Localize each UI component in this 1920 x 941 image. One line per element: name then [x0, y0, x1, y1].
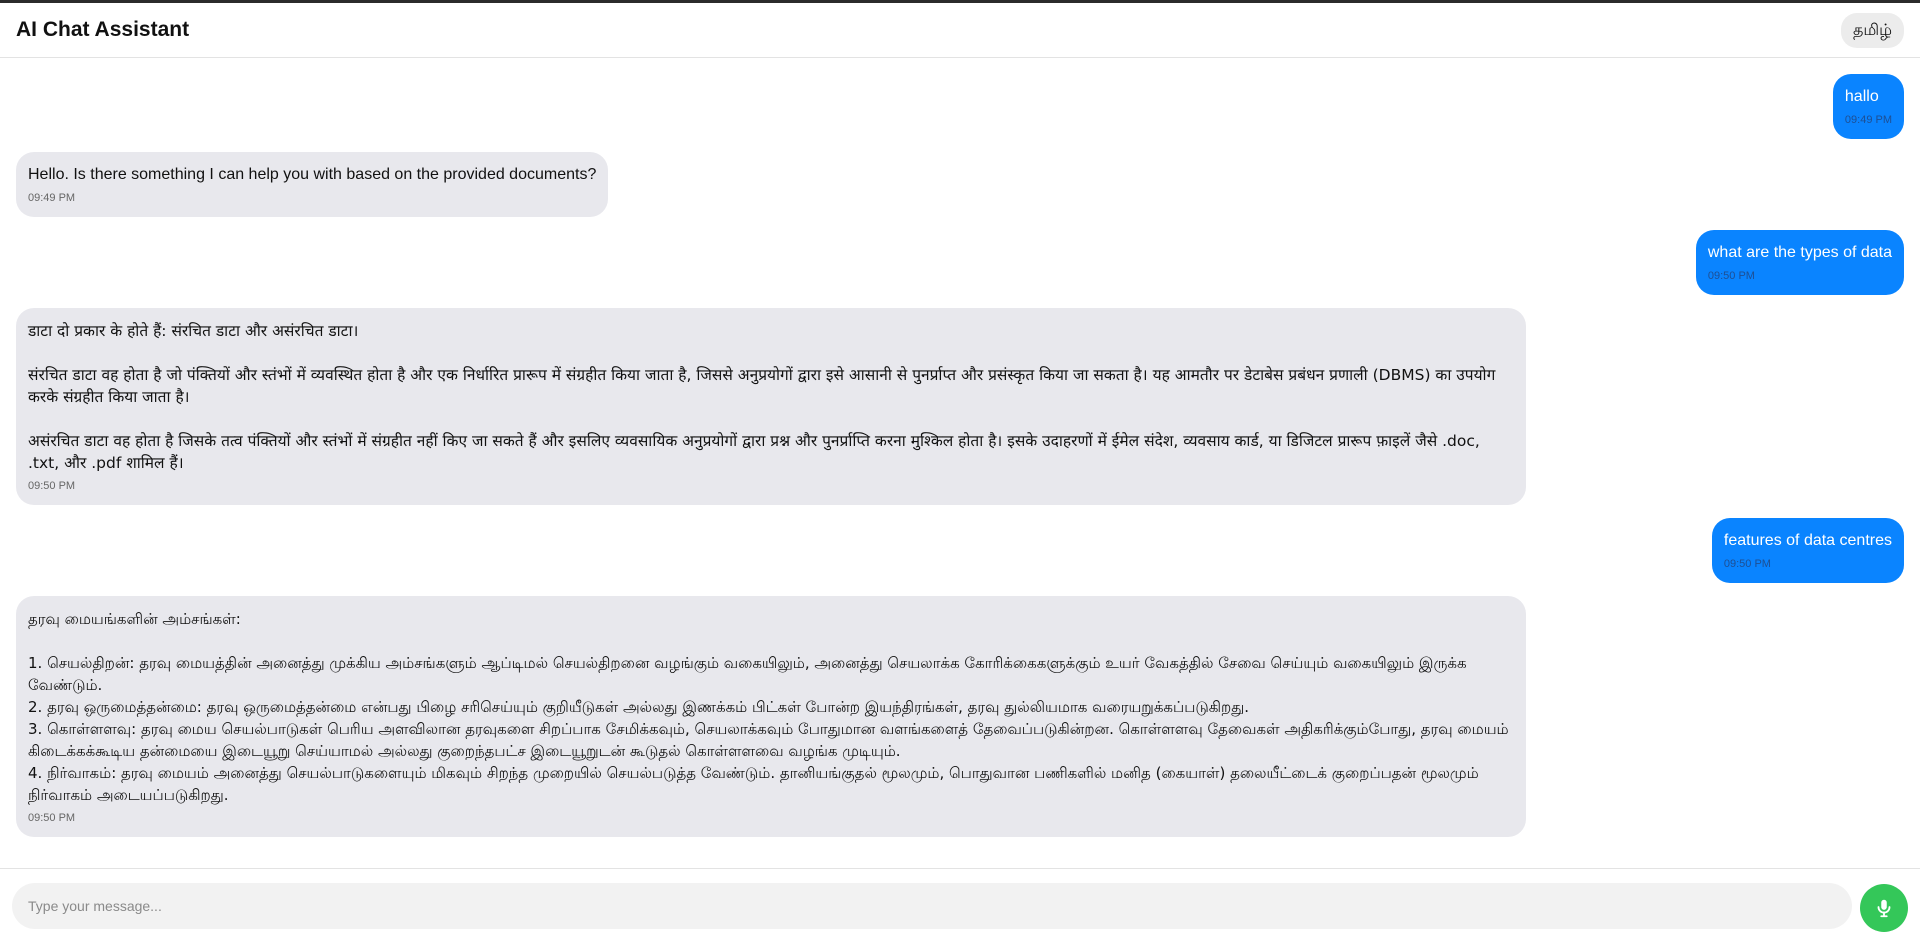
app-title: AI Chat Assistant: [16, 18, 190, 41]
message-timestamp: 09:50 PM: [28, 812, 76, 824]
message-text: डाटा दो प्रकार के होते हैं: संरचित डाटा और असंरचित डाटा। संरचित डाटा वह होता है जो पंक्तियों और स्तंभों में व्यवस्थित होता है और एक निर्धारित प्रारूप में संग्रहीत किया जाता है, जिससे अनुप्रयोगों द्वारा इसे आसानी से पुनर्प्राप्त और प्रसंस्कृत किया जा सकता है। यह आमतौर पर डेटाबेस प्रबंधन प्रणाली (DBMS) का उपयोग करके संग्रहीत किया जाता है। असंरचित डाटा वह होता है जिसके तत्व पंक्तियों और स्तंभों में संग्रहीत नहीं किए जा सकते हैं और इसलिए व्यवसायिक अनुप्रयोगों द्वारा प्रश्न और पुनर्प्राप्ति करना मुश्किल होता है। इसके उदाहरणों में ईमेल संदेश, व्यवसाय कार्ड, या डिजिटल प्रारूप फ़ाइलें जैसे .doc, .txt, और .pdf शामिल हैं।: [28, 322, 1496, 472]
message-row: [16, 308, 1904, 505]
microphone-icon: [1873, 897, 1895, 919]
message-text: features of data centres: [1723, 532, 1892, 549]
chat-messages: [0, 59, 1920, 868]
user-message-bubble: [1696, 230, 1904, 295]
message-timestamp: 09:50 PM: [28, 480, 76, 492]
user-message-bubble: [1833, 74, 1904, 139]
user-message-bubble: [1712, 518, 1904, 583]
message-row: [16, 152, 1904, 217]
assistant-message-bubble: [16, 308, 1526, 505]
microphone-button[interactable]: [1860, 884, 1908, 932]
message-row: [16, 596, 1904, 837]
message-row: [16, 518, 1904, 583]
message-timestamp: 09:49 PM: [28, 192, 76, 204]
message-row: [16, 230, 1904, 295]
message-row: [16, 74, 1904, 139]
assistant-message-bubble: [16, 152, 608, 217]
chat-header: [0, 3, 1920, 58]
assistant-message-bubble: [16, 596, 1526, 837]
language-toggle-button[interactable]: தமிழ்: [1841, 13, 1904, 48]
message-text: hallo: [1844, 88, 1879, 105]
message-composer: [0, 868, 1920, 941]
message-text: தரவு மையங்களின் அம்சங்கள்: 1. செயல்திறன்: தரவு மையத்தின் அனைத்து முக்கிய அம்சங்களும் ஆப்டிமல் செயல்திறனை வழங்கும் வகையிலும், அனைத்து செயலாக்க கோரிக்கைகளுக்கும் உயர் வேகத்தில் சேவை செய்யும் வகையிலும் இருக்க வேண்டும். 2. தரவு ஒருமைத்தன்மை: தரவு ஒருமைத்தன்மை என்பது பிழை சரிசெய்யும் குறியீடுகள் அல்லது இணக்கம் பிட்கள் போன்ற இயந்திரங்கள், தரவு துல்லியமாக வரையறுக்கப்படுகிறது. 3. கொள்ளளவு: தரவு மைய செயல்பாடுகள் பெரிய அளவிலான தரவுகளை சிறப்பாக சேமிக்கவும், செயலாக்கவும் போதுமான வளங்களைத் தேவைப்படுகின்றன. கொள்ளளவு தேவைகள் அதிகரிக்கும்போது, தரவு மையம் கிடைக்கக்கூடிய தன்மையை இடையூறு செய்யாமல் அல்லது குறைந்தபட்ச இடையூறுடன் கூடுதல் கொள்ளளவை வழங்க முடியும். 4. நிர்வாகம்: தரவு மையம் அனைத்து செயல்பாடுகளையும் மிகவும் சிறந்த முறையில் செயல்படுத்த வேண்டும். தானியங்குதல் மூலமும், பொதுவான பணிகளில் மனித (கையாள்) தலையீட்டைக் குறைப்பதன் மூலமும் நிர்வாகம் அடையப்படுகிறது.: [28, 610, 1509, 804]
message-timestamp: 09:50 PM: [1723, 558, 1771, 570]
message-timestamp: 09:50 PM: [1707, 270, 1755, 282]
message-text: what are the types of data: [1707, 244, 1892, 261]
message-input[interactable]: [12, 883, 1852, 929]
message-text: Hello. Is there something I can help you with based on the provided documents?: [28, 166, 597, 183]
message-timestamp: 09:49 PM: [1844, 114, 1892, 126]
